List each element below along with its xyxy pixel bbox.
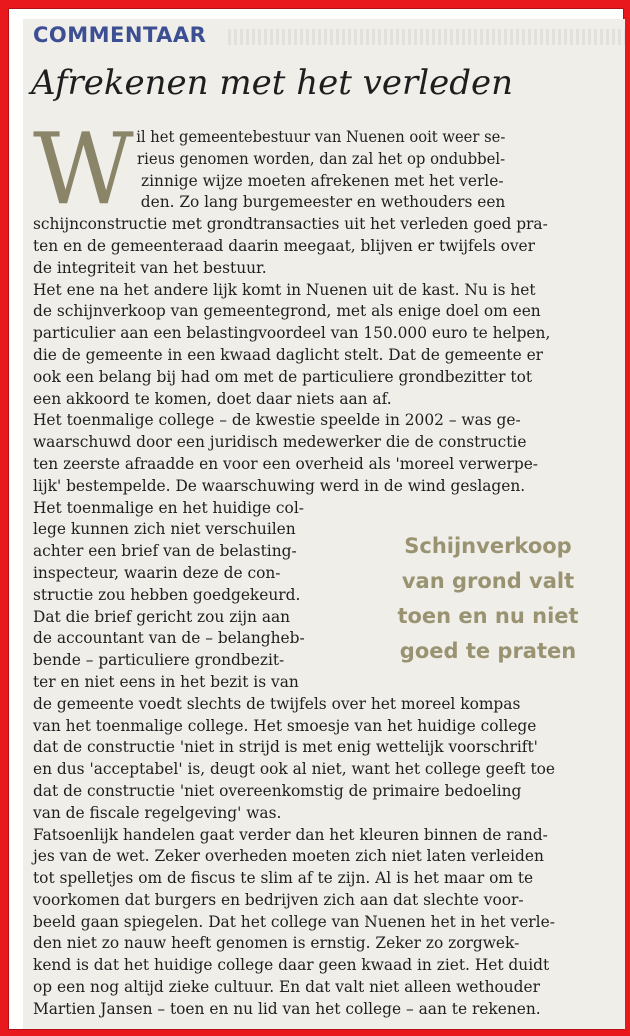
article-line: Het toenmalige college – de kwestie speelde in 2002 – was ge- [33,411,521,430]
article-line: de integriteit van het bestuur. [33,258,267,277]
article-line: voorkomen dat burgers en bedrijven zich aan dat slechte voor- [33,890,524,909]
article-line: ter en niet eens in het bezit is van [33,672,299,691]
red-border-frame [8,8,624,1030]
article-line: de schijnverkoop van gemeentegrond, met als enige doel om een [33,302,541,321]
article-line: ten en de gemeenteraad daarin meegaat, blijven er twijfels over [33,236,535,255]
article-line: jes van de wet. Zeker overheden moeten zich niet laten verleiden [33,847,544,866]
article-line: Martien Jansen – toen en nu lid van het college – aan te rekenen. [33,999,541,1018]
article-line: schijnconstructie met grondtransacties uit het verleden goed pra- [33,215,548,234]
drop-cap: W [33,113,134,227]
pull-quote [373,529,603,669]
article-line: lege kunnen zich niet verschuilen [33,520,296,539]
article-line: inspecteur, waarin deze de con- [33,563,281,582]
article-line: zinnige wijze moeten afrekenen met het verle- [141,171,504,190]
article-line: particulier aan een belastingvoordeel van 150.000 euro te helpen, [33,324,551,343]
article-line: Het ene na het andere lijk komt in Nuenen uit de kast. Nu is het [33,280,536,299]
article-line: structie zou hebben goedgekeurd. [33,585,301,604]
article-line: Dat die brief gericht zou zijn aan [33,607,291,626]
article-line: dat de constructie 'niet in strijd is met enig wettelijk voorschrift' [33,738,538,757]
article-line: een akkoord te komen, doet daar niets aan af. [33,389,392,408]
article-line: beeld gaan spiegelen. Dat het college van Nuenen het in het verle- [33,912,555,931]
article-line: waarschuwd door een juridisch medewerker die de constructie [33,433,527,452]
article-line: dat de constructie 'niet overeenkomstig de primaire bedoeling [33,781,522,800]
section-label: COMMENTAAR [33,23,207,47]
article-line: en dus 'acceptabel' is, deugt ook al niet, want het college geeft toe [33,760,556,779]
article-line: ten zeerste afraadde en voor een overheid als 'moreel verwerpe- [33,454,538,473]
article-line: il het gemeentebestuur van Nuenen ooit weer se- [136,128,506,146]
article-line: van het toenmalige college. Het smoesje van het huidige college [33,716,537,735]
newspaper-clipping [23,19,625,1029]
article-line: den. Zo lang burgemeester en wethouders een [140,193,506,212]
article-line: die de gemeente in een kwaad daglicht stelt. Dat de gemeente er [33,345,544,364]
article-line: bende – particuliere grondbezit- [33,651,285,670]
article-line: tot spelletjes om de fiscus te slim af te zijn. Al is het maar om te [33,869,534,888]
article-line: Fatsoenlijk handelen gaat verder dan het kleuren binnen de rand- [33,825,548,844]
pull-quote-line: toen en nu niet [397,604,579,628]
article-line: van de fiscale regelgeving' was. [33,803,282,822]
pull-quote-line: van grond valt [401,569,575,593]
article-line: kend is dat het huidige college daar geen kwaad in ziet. Het duidt [33,956,550,975]
article-line: ook een belang bij had om met de particuliere grondbezitter tot [33,367,533,386]
header-texture [228,29,625,45]
article-line: rieus genomen worden, dan zal het op ondubbel- [137,149,506,168]
article-line: achter een brief van de belasting- [33,542,297,561]
article-line: lijk' bestempelde. De waarschuwing werd in de wind geslagen. [33,476,526,495]
pull-quote-line: goed te praten [399,639,577,663]
article-line: de gemeente voedt slechts de twijfels over het moreel kompas [33,694,521,713]
article-line: Het toenmalige en het huidige col- [33,498,304,517]
headline: Afrekenen met het verleden [31,63,514,103]
article-line: op een nog altijd zieke cultuur. En dat valt niet alleen wethouder [33,978,541,997]
pull-quote-line: Schijnverkoop [404,534,572,558]
article-line: de accountant van de – belangheb- [33,629,305,648]
article-line: den niet zo nauw heeft genomen is ernstig. Zeker zo zorgwek- [33,934,520,953]
